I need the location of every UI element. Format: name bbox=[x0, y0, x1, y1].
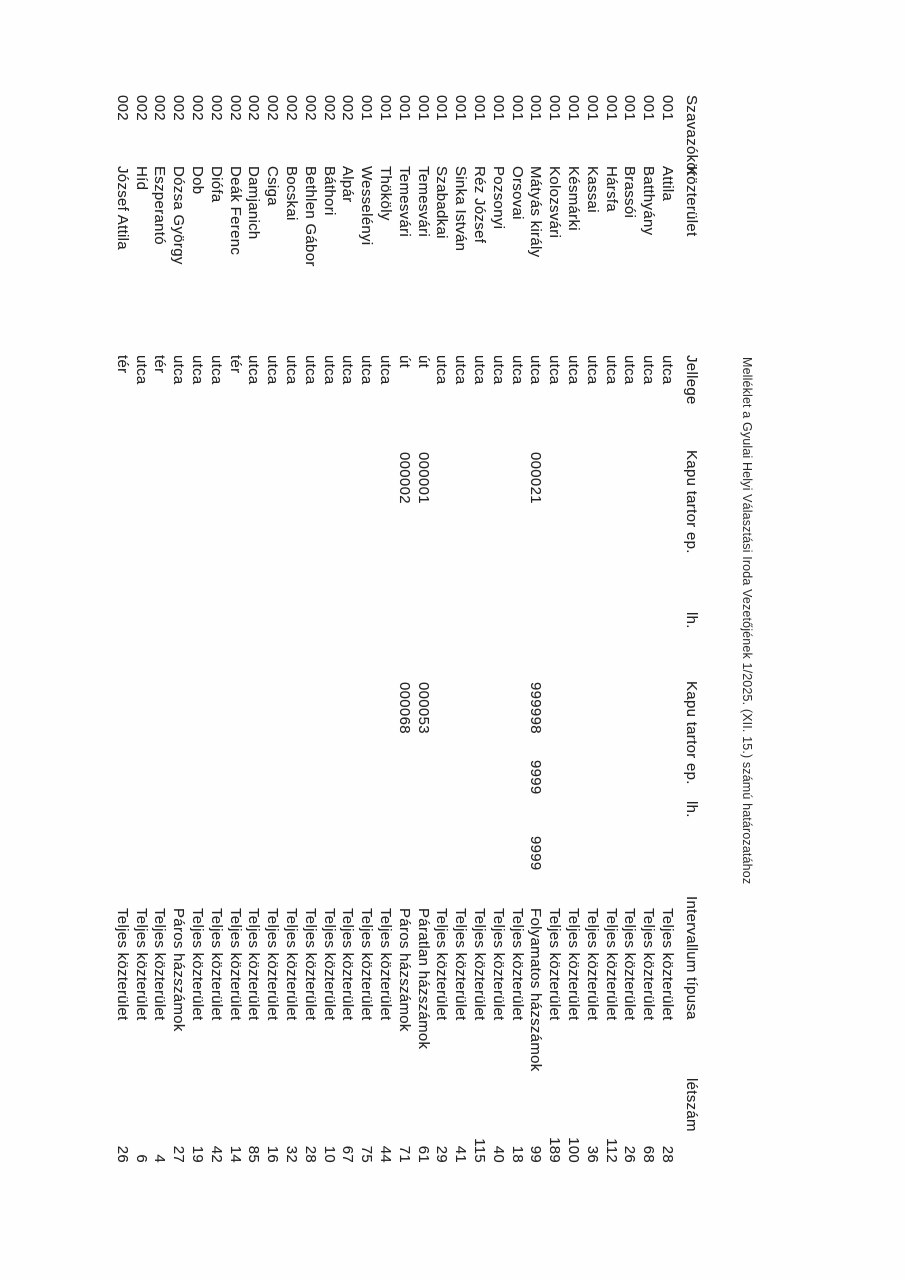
cell-interval-type: Páros házszámok bbox=[395, 908, 413, 1032]
cell-street-type: utca bbox=[377, 355, 394, 385]
cell-count: 32 bbox=[283, 1145, 300, 1163]
cell-count: 18 bbox=[508, 1145, 526, 1163]
cell-district: 002 bbox=[283, 95, 300, 121]
cell-interval-type: Teljes közterület bbox=[283, 908, 300, 1021]
cell-interval-type: Teljes közterület bbox=[602, 908, 620, 1021]
cell-count: 14 bbox=[226, 1145, 244, 1163]
header-lh-2: lh. bbox=[683, 801, 700, 818]
cell-interval-type: Teljes közterület bbox=[151, 908, 169, 1021]
header-gate-to: Kapu tartor ep. bbox=[683, 681, 700, 785]
cell-street-name: Pozsonyi bbox=[489, 166, 507, 230]
cell-street-name: Damjanich bbox=[245, 166, 263, 240]
cell-count: 19 bbox=[189, 1145, 206, 1163]
cell-district: 001 bbox=[527, 95, 545, 121]
cell-district: 002 bbox=[170, 95, 188, 121]
cell-district: 002 bbox=[207, 95, 225, 121]
cell-street-type: utca bbox=[358, 355, 376, 385]
cell-interval-type: Páratlan házszámok bbox=[414, 908, 432, 1050]
cell-street-name: Bethlen Gábor bbox=[301, 166, 319, 267]
cell-street-type: út bbox=[414, 355, 432, 369]
cell-district: 002 bbox=[320, 95, 338, 121]
cell-street-name: Bocskai bbox=[283, 166, 300, 221]
cell-count: 75 bbox=[358, 1145, 376, 1163]
cell-district: 002 bbox=[301, 95, 319, 121]
cell-street-name: Orsovai bbox=[508, 166, 526, 220]
table-row bbox=[431, 0, 450, 1280]
header-interval-type: Intervallum típusa bbox=[683, 896, 700, 1020]
cell-street-type: tér bbox=[226, 355, 244, 374]
cell-street-type: utca bbox=[132, 355, 150, 385]
cell-street-name: Deák Ferenc bbox=[226, 166, 244, 256]
table-row bbox=[488, 0, 507, 1280]
cell-interval-type: Teljes közterület bbox=[546, 908, 564, 1021]
table-row bbox=[619, 0, 638, 1280]
table-row bbox=[206, 0, 225, 1280]
cell-interval-type: Teljes közterület bbox=[189, 908, 206, 1021]
cell-street-type: utca bbox=[283, 355, 300, 385]
cell-interval-type: Páros házszámok bbox=[170, 908, 188, 1032]
cell-street-type: utca bbox=[245, 355, 263, 385]
cell-count: 115 bbox=[471, 1138, 488, 1163]
cell-count: 44 bbox=[377, 1145, 394, 1163]
cell-street-type: utca bbox=[264, 355, 282, 385]
cell-district: 001 bbox=[546, 95, 564, 121]
cell-street-name: Késmárki bbox=[565, 166, 582, 231]
cell-district: 001 bbox=[452, 95, 470, 121]
cell-street-name: Temesvári bbox=[414, 166, 432, 238]
table-row bbox=[582, 0, 601, 1280]
cell-district: 002 bbox=[189, 95, 206, 121]
cell-street-type: utca bbox=[546, 355, 564, 385]
table-row bbox=[469, 0, 488, 1280]
cell-street-name: Réz József bbox=[471, 166, 488, 244]
cell-street-type: utca bbox=[508, 355, 526, 385]
cell-district: 001 bbox=[433, 95, 451, 121]
cell-count: 16 bbox=[264, 1145, 282, 1163]
table-row bbox=[450, 0, 469, 1280]
cell-interval-type: Teljes közterület bbox=[583, 908, 601, 1021]
cell-interval-type: Teljes közterület bbox=[508, 908, 526, 1021]
table-row bbox=[281, 0, 300, 1280]
cell-street-name: Batthyány bbox=[640, 166, 658, 236]
cell-street-type: utca bbox=[339, 355, 357, 385]
cell-street-name: Kassai bbox=[583, 166, 601, 213]
cell-interval-type: Folyamatos házszámok bbox=[527, 908, 545, 1072]
cell-district: 001 bbox=[471, 95, 488, 121]
table-row bbox=[262, 0, 281, 1280]
cell-count: 189 bbox=[546, 1137, 564, 1163]
cell-interval-type: Teljes közterület bbox=[471, 908, 488, 1021]
header-gate-from: Kapu tartor ep. bbox=[683, 450, 700, 554]
table-row bbox=[300, 0, 319, 1280]
cell-street-type: tér bbox=[151, 355, 169, 374]
cell-gate-from: 000021 bbox=[527, 452, 545, 504]
cell-street-name: József Attila bbox=[113, 166, 131, 250]
cell-count: 36 bbox=[583, 1145, 601, 1163]
cell-interval-type: Teljes közterület bbox=[264, 908, 282, 1021]
cell-count: 4 bbox=[151, 1154, 169, 1163]
cell-district: 002 bbox=[113, 95, 131, 121]
table-row bbox=[563, 0, 582, 1280]
cell-district: 001 bbox=[621, 95, 639, 121]
cell-gate-from: 000002 bbox=[395, 452, 413, 504]
cell-district: 001 bbox=[358, 95, 376, 121]
cell-district: 002 bbox=[226, 95, 244, 121]
cell-district: 001 bbox=[489, 95, 507, 121]
cell-interval-type: Teljes közterület bbox=[226, 908, 244, 1021]
cell-street-name: Csiga bbox=[264, 166, 282, 206]
document-title: Melléklet a Gyulai Helyi Választási Iroda Vezetőjének 1/2025. (XII. 15.) számú határozatához bbox=[740, 357, 754, 885]
cell-count: 28 bbox=[301, 1145, 319, 1163]
table-row bbox=[131, 0, 150, 1280]
cell-street-type: utca bbox=[640, 355, 658, 385]
table-row bbox=[525, 0, 544, 1280]
table-row bbox=[168, 0, 187, 1280]
cell-district: 002 bbox=[151, 95, 169, 121]
cell-count: 71 bbox=[395, 1145, 413, 1163]
table-row bbox=[375, 0, 394, 1280]
table-row bbox=[657, 0, 676, 1280]
table-row bbox=[544, 0, 563, 1280]
cell-lh-a: 9999 bbox=[527, 760, 545, 795]
cell-count: 10 bbox=[320, 1145, 338, 1163]
cell-interval-type: Teljes közterület bbox=[207, 908, 225, 1021]
table-row bbox=[638, 0, 657, 1280]
table-row bbox=[507, 0, 526, 1280]
header-street: Közterület bbox=[683, 166, 700, 237]
cell-street-type: utca bbox=[659, 355, 676, 385]
cell-district: 001 bbox=[640, 95, 658, 121]
table-row bbox=[243, 0, 262, 1280]
cell-count: 28 bbox=[659, 1145, 676, 1163]
cell-street-name: Eszperantó bbox=[151, 166, 169, 245]
cell-count: 100 bbox=[565, 1137, 582, 1163]
cell-street-name: Szabadkai bbox=[433, 166, 451, 239]
cell-count: 68 bbox=[640, 1145, 658, 1163]
cell-district: 001 bbox=[565, 95, 582, 121]
cell-street-type: utca bbox=[189, 355, 206, 385]
cell-count: 42 bbox=[207, 1145, 225, 1163]
cell-street-type: utca bbox=[452, 355, 470, 385]
cell-count: 61 bbox=[414, 1145, 432, 1163]
cell-street-name: Hársfa bbox=[602, 166, 620, 212]
cell-count: 27 bbox=[170, 1145, 188, 1163]
table-row bbox=[149, 0, 168, 1280]
cell-interval-type: Teljes közterület bbox=[245, 908, 263, 1021]
cell-street-name: Dob bbox=[189, 166, 206, 195]
cell-street-name: Híd bbox=[132, 166, 150, 191]
cell-street-type: utca bbox=[583, 355, 601, 385]
cell-interval-type: Teljes közterület bbox=[358, 908, 376, 1021]
cell-lh-b: 9999 bbox=[527, 836, 545, 871]
cell-street-type: utca bbox=[621, 355, 639, 385]
cell-district: 002 bbox=[339, 95, 357, 121]
cell-count: 85 bbox=[245, 1145, 263, 1163]
cell-street-name: Alpár bbox=[339, 166, 357, 203]
table-row bbox=[112, 0, 131, 1280]
cell-count: 40 bbox=[489, 1145, 507, 1163]
cell-street-type: utca bbox=[320, 355, 338, 385]
cell-street-type: utca bbox=[602, 355, 620, 385]
table-header-row bbox=[681, 0, 700, 1280]
cell-interval-type: Teljes közterület bbox=[489, 908, 507, 1021]
cell-street-type: utca bbox=[433, 355, 451, 385]
cell-street-name: Dózsa György bbox=[170, 166, 188, 265]
cell-street-type: utca bbox=[301, 355, 319, 385]
cell-district: 001 bbox=[377, 95, 394, 121]
cell-interval-type: Teljes közterület bbox=[659, 908, 676, 1021]
cell-count: 26 bbox=[621, 1145, 639, 1163]
cell-interval-type: Teljes közterület bbox=[377, 908, 394, 1021]
cell-count: 112 bbox=[602, 1138, 620, 1163]
cell-count: 26 bbox=[113, 1145, 131, 1163]
cell-street-name: Diófa bbox=[207, 166, 225, 203]
cell-interval-type: Teljes közterület bbox=[339, 908, 357, 1021]
header-type: Jellege bbox=[683, 355, 700, 405]
cell-interval-type: Teljes közterület bbox=[320, 908, 338, 1021]
cell-gate-to: 000053 bbox=[414, 682, 432, 734]
table-row bbox=[225, 0, 244, 1280]
cell-gate-from: 000001 bbox=[414, 452, 432, 504]
cell-street-name: Wesselényi bbox=[358, 166, 376, 246]
cell-street-name: Kolozsvári bbox=[546, 166, 564, 239]
cell-street-type: utca bbox=[207, 355, 225, 385]
cell-count: 29 bbox=[433, 1145, 451, 1163]
table-row bbox=[394, 0, 413, 1280]
cell-gate-to: 999998 bbox=[527, 682, 545, 734]
table-row bbox=[413, 0, 432, 1280]
cell-street-type: utca bbox=[471, 355, 488, 385]
cell-street-name: Mátyás király bbox=[527, 166, 545, 258]
cell-interval-type: Teljes közterület bbox=[621, 908, 639, 1021]
cell-district: 002 bbox=[245, 95, 263, 121]
header-district: Szavazókör bbox=[683, 95, 700, 177]
cell-street-type: tér bbox=[113, 355, 131, 374]
cell-district: 001 bbox=[583, 95, 601, 121]
cell-interval-type: Teljes közterület bbox=[452, 908, 470, 1021]
table-row bbox=[601, 0, 620, 1280]
header-lh-1: lh. bbox=[683, 612, 700, 629]
cell-count: 67 bbox=[339, 1145, 357, 1163]
cell-interval-type: Teljes közterület bbox=[565, 908, 582, 1021]
cell-count: 6 bbox=[132, 1154, 150, 1163]
cell-street-type: utca bbox=[527, 355, 545, 385]
header-count: létszám bbox=[683, 1078, 700, 1132]
cell-district: 002 bbox=[264, 95, 282, 121]
cell-interval-type: Teljes közterület bbox=[640, 908, 658, 1021]
cell-district: 001 bbox=[414, 95, 432, 121]
cell-street-name: Báthori bbox=[320, 166, 338, 216]
cell-interval-type: Teljes közterület bbox=[433, 908, 451, 1021]
table-row bbox=[356, 0, 375, 1280]
cell-street-name: Sinka István bbox=[452, 166, 470, 252]
cell-count: 99 bbox=[527, 1145, 545, 1163]
cell-street-name: Attila bbox=[659, 166, 676, 202]
cell-district: 001 bbox=[395, 95, 413, 121]
cell-interval-type: Teljes közterület bbox=[301, 908, 319, 1021]
cell-interval-type: Teljes közterület bbox=[113, 908, 131, 1021]
table-row bbox=[187, 0, 206, 1280]
cell-street-type: utca bbox=[489, 355, 507, 385]
cell-count: 41 bbox=[452, 1145, 470, 1163]
cell-street-name: Thököly bbox=[377, 166, 394, 221]
cell-district: 001 bbox=[602, 95, 620, 121]
cell-district: 001 bbox=[659, 95, 676, 121]
cell-street-type: utca bbox=[170, 355, 188, 385]
cell-street-type: út bbox=[395, 355, 413, 369]
cell-interval-type: Teljes közterület bbox=[132, 908, 150, 1021]
table-row bbox=[319, 0, 338, 1280]
cell-street-type: utca bbox=[565, 355, 582, 385]
table-row bbox=[337, 0, 356, 1280]
cell-district: 002 bbox=[132, 95, 150, 121]
cell-gate-to: 000068 bbox=[395, 682, 413, 734]
cell-street-name: Temesvári bbox=[395, 166, 413, 238]
cell-district: 001 bbox=[508, 95, 526, 121]
cell-street-name: Brassói bbox=[621, 166, 639, 219]
